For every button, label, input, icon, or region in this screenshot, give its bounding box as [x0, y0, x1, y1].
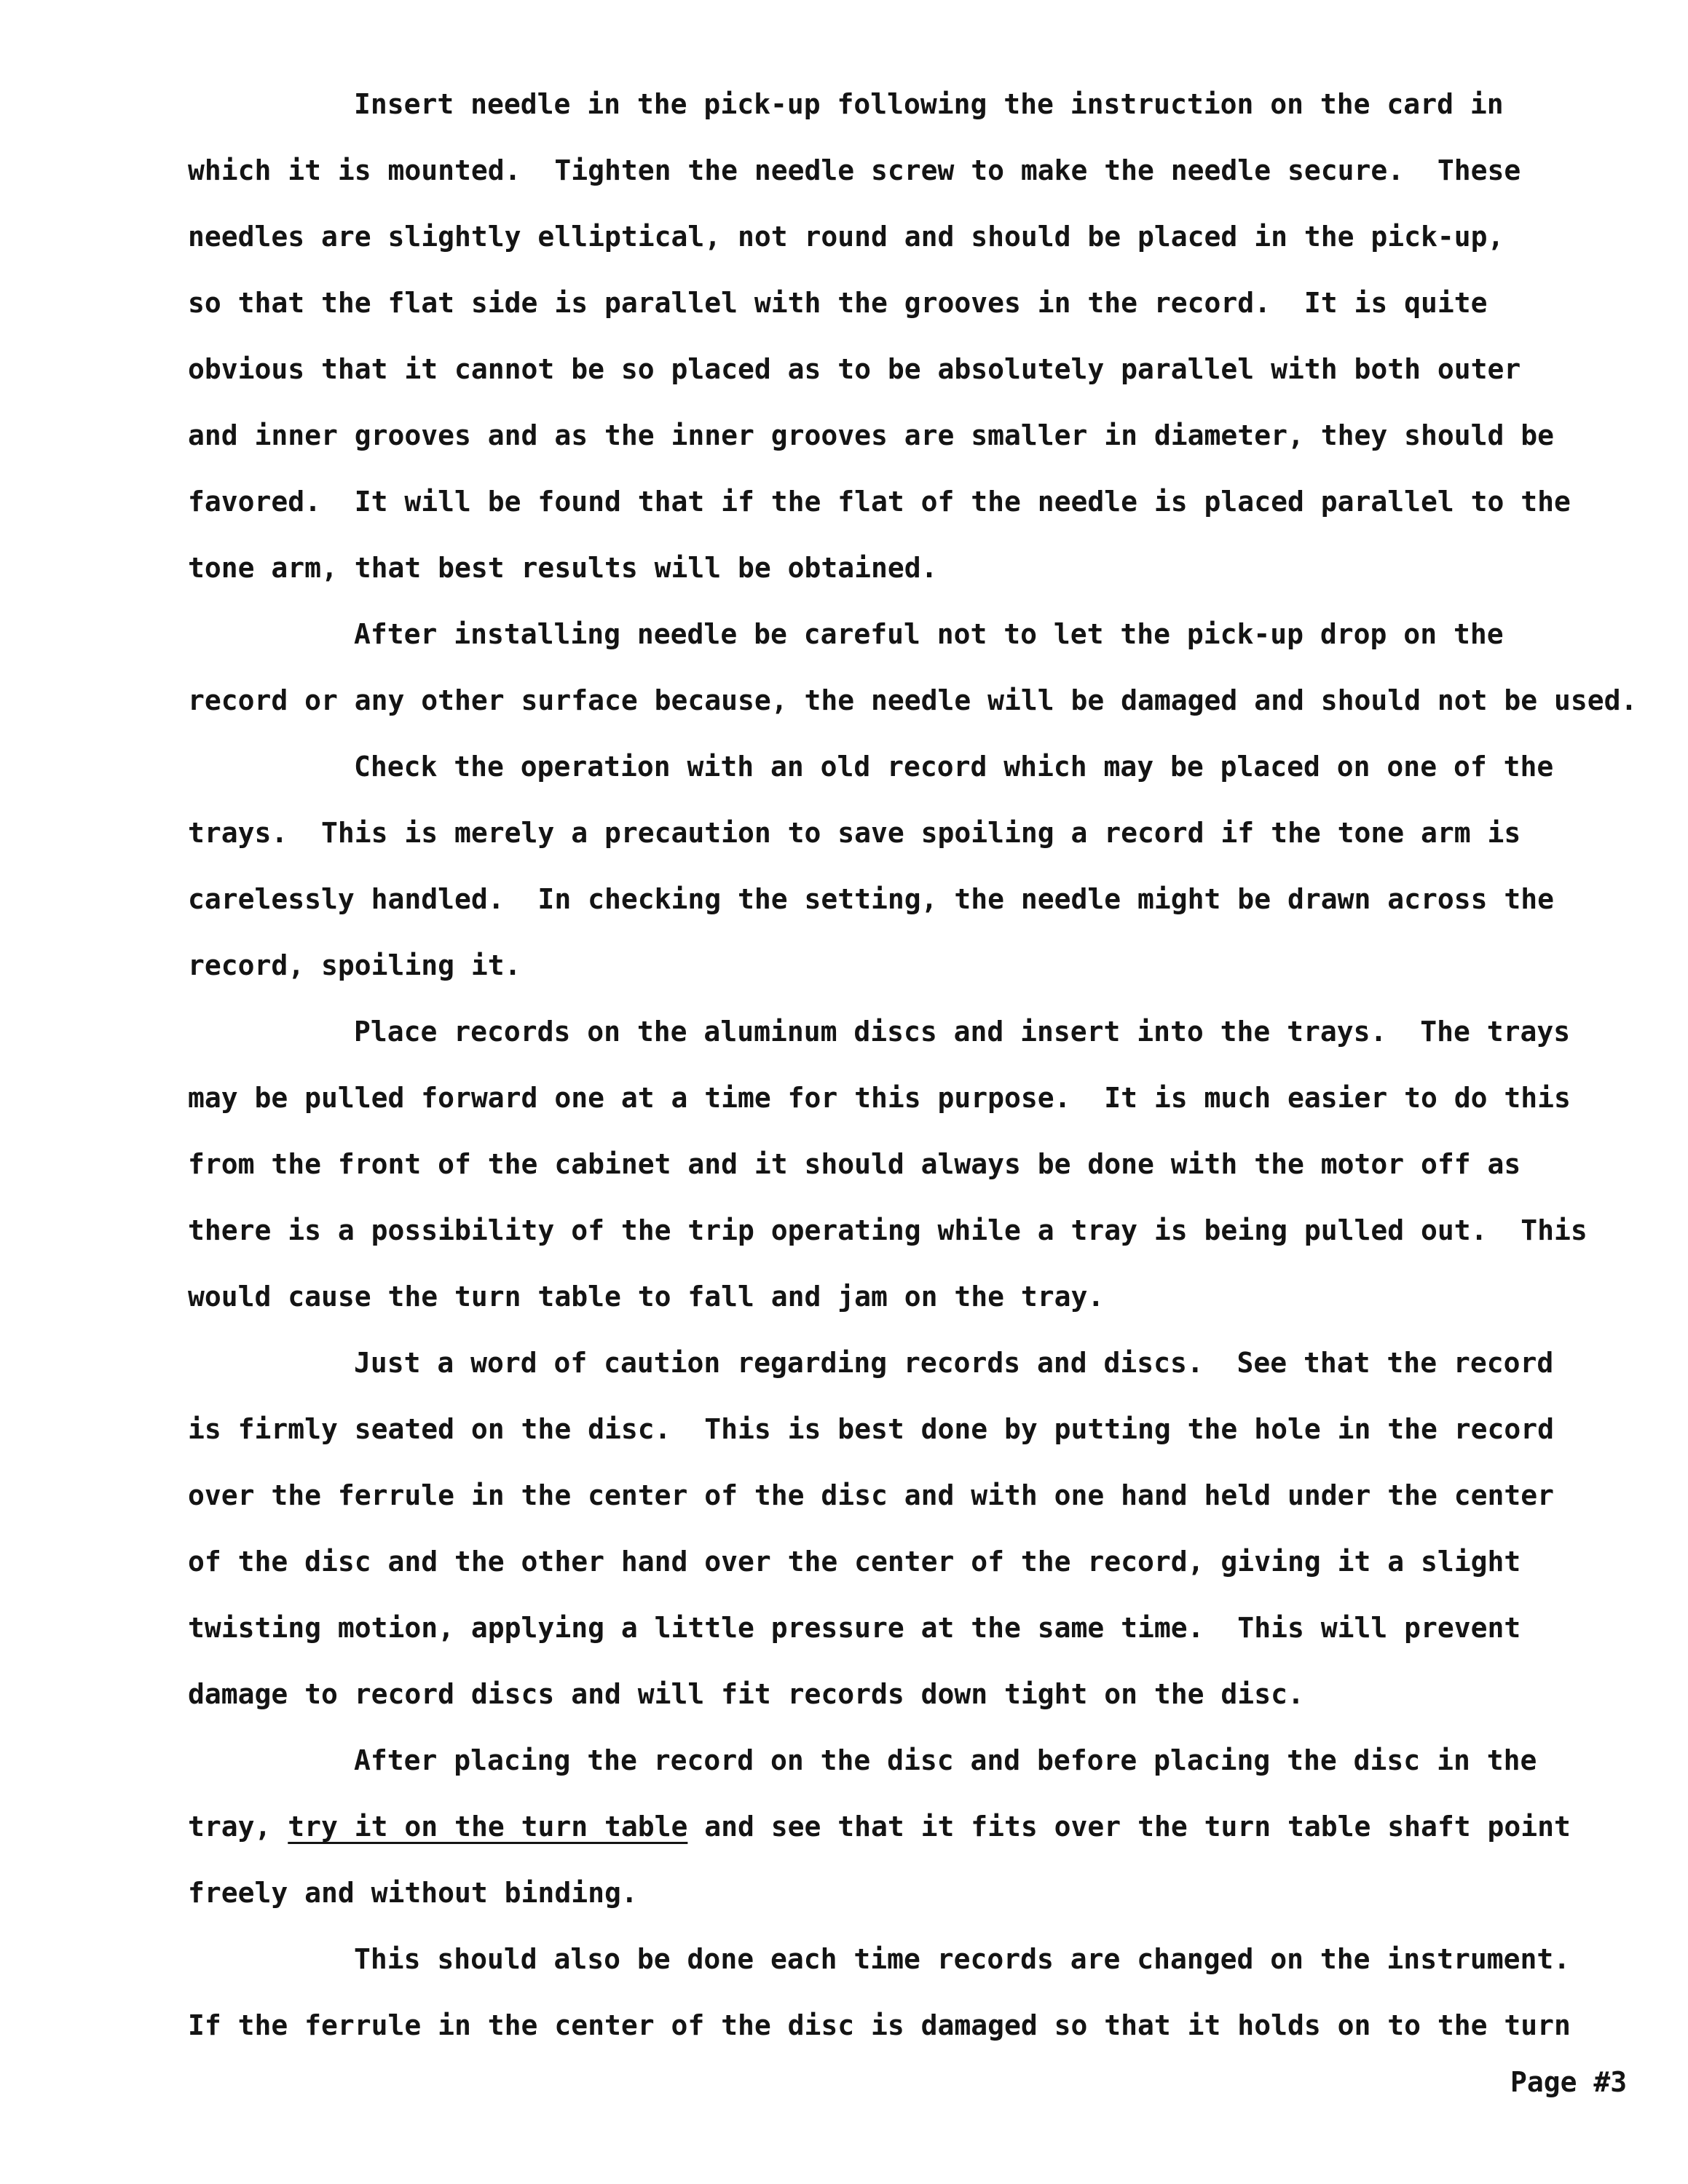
- text-line: Check the operation with an old record which may be placed on one of the: [354, 751, 1554, 783]
- text-line: This should also be done each time records are changed on the instrument.: [354, 1943, 1571, 1975]
- text-line: favored. It will be found that if the flat of the needle is placed parallel to the: [188, 486, 1571, 518]
- text-line: is firmly seated on the disc. This is best done by putting the hole in the record: [188, 1413, 1554, 1445]
- text-line: Just a word of caution regarding records and discs. See that the record: [354, 1347, 1554, 1379]
- text-line: tone arm, that best results will be obtained.: [188, 552, 938, 584]
- text-line: would cause the turn table to fall and jam on the tray.: [188, 1281, 1105, 1313]
- text-fragment: tray,: [188, 1811, 288, 1843]
- text-line: needles are slightly elliptical, not round and should be placed in the pick-up,: [188, 221, 1504, 253]
- text-line: record, spoiling it.: [188, 949, 521, 981]
- text-line: freely and without binding.: [188, 1877, 638, 1909]
- text-line: of the disc and the other hand over the center of the record, giving it a slight: [188, 1546, 1521, 1578]
- text-line: over the ferrule in the center of the disc and with one hand held under the center: [188, 1479, 1554, 1511]
- text-line: record or any other surface because, the needle will be damaged and should not be used.: [188, 684, 1638, 716]
- text-line: After placing the record on the disc and before placing the disc in the: [354, 1744, 1537, 1776]
- text-line: from the front of the cabinet and it should always be done with the motor off as: [188, 1148, 1521, 1180]
- text-line: which it is mounted. Tighten the needle screw to make the needle secure. These: [188, 154, 1521, 186]
- page-number: Page #3: [1510, 2066, 1628, 2098]
- text-line: [188, 1804, 1644, 1870]
- document-body: [188, 82, 1644, 2069]
- text-line: Insert needle in the pick-up following the instruction on the card in: [354, 88, 1504, 120]
- underlined-phrase: try it on the turn table: [288, 1811, 688, 1843]
- text-line: twisting motion, applying a little pressure at the same time. This will prevent: [188, 1612, 1521, 1644]
- text-line: obvious that it cannot be so placed as to be absolutely parallel with both outer: [188, 353, 1521, 385]
- text-line: so that the flat side is parallel with the grooves in the record. It is quite: [188, 287, 1488, 319]
- text-line: carelessly handled. In checking the setting, the needle might be drawn across the: [188, 883, 1554, 915]
- text-line: trays. This is merely a precaution to save spoiling a record if the tone arm is: [188, 817, 1521, 849]
- text-line: Place records on the aluminum discs and insert into the trays. The trays: [354, 1016, 1571, 1048]
- text-line: If the ferrule in the center of the disc is damaged so that it holds on to the turn: [188, 2009, 1571, 2041]
- text-line: After installing needle be careful not to let the pick-up drop on the: [354, 618, 1504, 650]
- text-line: damage to record discs and will fit records down tight on the disc.: [188, 1678, 1304, 1710]
- text-line: and inner grooves and as the inner grooves are smaller in diameter, they should be: [188, 419, 1554, 451]
- text-fragment: and see that it fits over the turn table shaft point: [687, 1811, 1571, 1843]
- text-line: there is a possibility of the trip operating while a tray is being pulled out. This: [188, 1214, 1588, 1246]
- text-line: may be pulled forward one at a time for this purpose. It is much easier to do this: [188, 1082, 1571, 1114]
